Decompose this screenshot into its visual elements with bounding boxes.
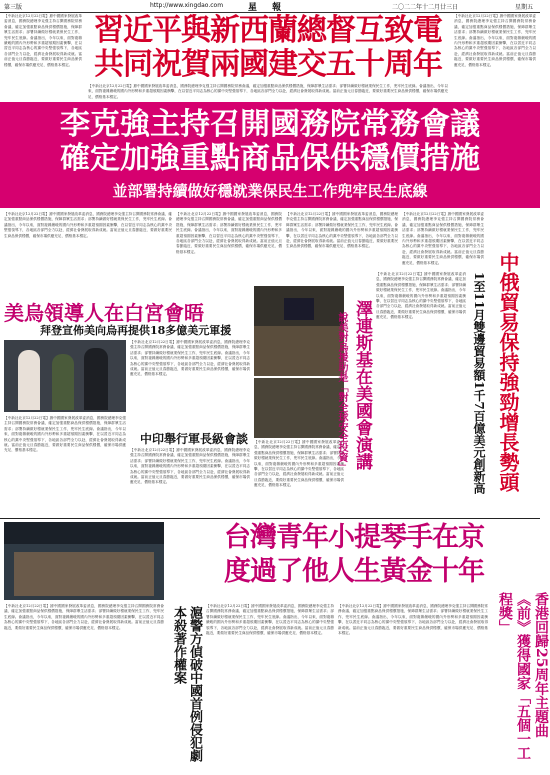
violinist-photo (4, 522, 164, 600)
taiwan-headline-2: 度過了他人生黃金十年 (224, 556, 484, 587)
china-india-headline: 中印舉行軍長級會談 (140, 432, 249, 446)
lead-text-col-4: 【中新社北京12月22日電】據中國國家發展改革委消息，國務院總理李克強主持召開國務院常務會議，確定加強重點商品保供穩價措施，保障群眾生活需求；部署持續做好穩就業保民生工作，兜牢民生底線。會議指出，今年以來，面對複雜嚴峻的國內外形勢和多重超預期因素衝擊，在以習近平同志為核心的黨中央堅強領導下，各地區各部門全力以赴，經濟社會發展取得新成就。當前正值元旦春節臨近，要做好重要民生商品保供穩價，確保市場供應充足、價格基本穩定。 (402, 212, 484, 265)
white-house-photo (4, 340, 126, 412)
police-text: 【中新社北京12月22日電】據中國國家發展改革委消息，國務院總理李克強主持召開國務院常務會議，確定加強重點商品保供穩價措施，保障群眾生活需求；部署持續做好穩就業保民生工作，兜牢民生底線。會議指出，今年以來，面對複雜嚴峻的國內外形勢和多重超預期因素衝擊，在以習近平同志為核心的黨中央堅強領導下，各地區各部門全力以赴，經濟社會發展取得新成就。當前正值元旦春節臨近，要做好重要民生商品保供穩價，確保市場供應充足、價格基本穩定。 (206, 604, 334, 636)
top-story-text: 【中新社北京12月22日電】據中國國家發展改革委消息，國務院總理李克強主持召開國務院常務會議，確定加強重點商品保供穩價措施，保障群眾生活需求；部署持續做好穩就業保民生工作，兜牢民生底線。會議指出，今年以來，面對複雜嚴峻的國內外形勢和多重超預期因素衝擊，在以習近平同志為核心的黨中央堅強領導下，各地區各部門全力以赴，經濟社會發展取得新成就。當前正值元旦春節臨近，要做好重要民生商品保供穩價，確保市場供應充足、價格基本穩定。 (88, 84, 448, 99)
congress-photo (254, 286, 344, 376)
page-header (0, 0, 540, 13)
lead-story-banner (0, 102, 540, 208)
us-ukraine-text-right: 【中新社北京12月22日電】據中國國家發展改革委消息，國務院總理李克強主持召開國務院常務會議，確定加強重點商品保供穩價措施，保障群眾生活需求；部署持續做好穩就業保民生工作，兜牢民生底線。會議指出，今年以來，面對複雜嚴峻的國內外形勢和多重超預期因素衝擊，在以習近平同志為核心的黨中央堅強領導下，各地區各部門全力以赴，經濟社會發展取得新成就。當前正值元旦春節臨近，要做好重要民生商品保供穩價，確保市場供應充足、價格基本穩定。 (130, 340, 250, 377)
masthead: 星 報 (248, 3, 288, 13)
china-russia-subhead: 1至11月雙邊貿易額1千7百億美元創新高 (472, 272, 486, 494)
congress-audience-photo (254, 378, 344, 438)
lead-headline-1: 李克強主持召開國務院常務會議 (60, 107, 480, 142)
police-headline: 滬警方偵破中國首例侵犯劇本殺著作權案 (171, 606, 202, 762)
us-ukraine-headline: 美烏領導人在白宮會晤 (4, 301, 204, 325)
page-number: 第三版 (4, 4, 23, 11)
china-russia-headline: 中俄貿易保持強勁增長勢頭 (496, 252, 520, 492)
taiwan-headline-1: 台灣青年小提琴手在京 (224, 522, 484, 553)
zelensky-text: 【中新社北京12月22日電】據中國國家發展改革委消息，國務院總理李克強主持召開國務院常務會議，確定加強重點商品保供穩價措施，保障群眾生活需求；部署持續做好穩就業保民生工作，兜牢民生底線。會議指出，今年以來，面對複雜嚴峻的國內外形勢和多重超預期因素衝擊，在以習近平同志為核心的黨中央堅強領導下，各地區各部門全力以赴，經濟社會發展取得新成就。當前正值元旦春節臨近，要做好重要民生商品保供穩價，確保市場供應充足、價格基本穩定。 (254, 440, 344, 488)
top-headline-1: 習近平與新西蘭總督互致電 (94, 13, 442, 48)
top-left-column: 【中新社北京12月22日電】據中國國家發展改革委消息，國務院總理李克強主持召開國務院常務會議，確定加強重點商品保供穩價措施，保障群眾生活需求；部署持續做好穩就業保民生工作，兜牢民生底線。會議指出，今年以來，面對複雜嚴峻的國內外形勢和多重超預期因素衝擊，在以習近平同志為核心的黨中央堅強領導下，各地區各部門全力以赴，經濟社會發展取得新成就。當前正值元旦春節臨近，要做好重要民生商品保供穩價，確保市場供應充足、價格基本穩定。 (4, 14, 82, 67)
us-ukraine-subhead: 拜登宣佈美向烏再提供18多億美元軍援 (40, 324, 232, 337)
hk-headline: 香港回歸25周年主題曲《前》獲得國家「五個一工程獎」 (497, 592, 549, 760)
us-ukraine-text-left: 【中新社北京12月22日電】據中國國家發展改革委消息，國務院總理李克強主持召開國務院常務會議，確定加強重點商品保供穩價措施，保障群眾生活需求；部署持續做好穩就業保民生工作，兜牢民生底線。會議指出，今年以來，面對複雜嚴峻的國內外形勢和多重超預期因素衝擊，在以習近平同志為核心的黨中央堅強領導下，各地區各部門全力以赴，經濟社會發展取得新成就。當前正值元旦春節臨近，要做好重要民生商品保供穩價，確保市場供應充足、價格基本穩定。 (4, 416, 126, 453)
lead-text-col-2: 【中新社北京12月22日電】據中國國家發展改革委消息，國務院總理李克強主持召開國務院常務會議，確定加強重點商品保供穩價措施，保障群眾生活需求；部署持續做好穩就業保民生工作，兜牢民生底線。會議指出，今年以來，面對複雜嚴峻的國內外形勢和多重超預期因素衝擊，在以習近平同志為核心的黨中央堅強領導下，各地區各部門全力以赴，經濟社會發展取得新成就。當前正值元旦春節臨近，要做好重要民生商品保供穩價，確保市場供應充足、價格基本穩定。 (176, 212, 282, 254)
china-india-text: 【中新社北京12月22日電】據中國國家發展改革委消息，國務院總理李克強主持召開國務院常務會議，確定加強重點商品保供穩價措施，保障群眾生活需求；部署持續做好穩就業保民生工作，兜牢民生底線。會議指出，今年以來，面對複雜嚴峻的國內外形勢和多重超預期因素衝擊，在以習近平同志為核心的黨中央堅強領導下，各地區各部門全力以赴，經濟社會發展取得新成就。當前正值元旦春節臨近，要做好重要民生商品保供穩價，確保市場供應充足、價格基本穩定。 (130, 448, 250, 485)
issue-date: 二〇二二年十二月廿三日 (392, 4, 459, 11)
issue-weekday: 星期五 (515, 4, 534, 11)
taiwan-text-col-1: 【中新社北京12月22日電】據中國國家發展改革委消息，國務院總理李克強主持召開國務院常務會議，確定加強重點商品保供穩價措施，保障群眾生活需求；部署持續做好穩就業保民生工作，兜牢民生底線。會議指出，今年以來，面對複雜嚴峻的國內外形勢和多重超預期因素衝擊，在以習近平同志為核心的黨中央堅強領導下，各地區各部門全力以赴，經濟社會發展取得新成就。當前正值元旦春節臨近，要做好重要民生商品保供穩價，確保市場供應充足、價格基本穩定。 (4, 604, 164, 630)
lead-subhead: 並部署持續做好穩就業保民生工作兜牢民生底線 (112, 182, 428, 200)
section-divider (0, 518, 540, 519)
top-right-column: 【中新社北京12月22日電】據中國國家發展改革委消息，國務院總理李克強主持召開國務院常務會議，確定加強重點商品保供穩價措施，保障群眾生活需求；部署持續做好穩就業保民生工作，兜牢民生底線。會議指出，今年以來，面對複雜嚴峻的國內外形勢和多重超預期因素衝擊，在以習近平同志為核心的黨中央堅強領導下，各地區各部門全力以赴，經濟社會發展取得新成就。當前正值元旦春節臨近，要做好重要民生商品保供穩價，確保市場供應充足、價格基本穩定。 (454, 14, 536, 67)
china-russia-text: 【中新社北京12月22日電】據中國國家發展改革委消息，國務院總理李克強主持召開國務院常務會議，確定加強重點商品保供穩價措施，保障群眾生活需求；部署持續做好穩就業保民生工作，兜牢民生底線。會議指出，今年以來，面對複雜嚴峻的國內外形勢和多重超預期因素衝擊，在以習近平同志為核心的黨中央堅強領導下，各地區各部門全力以赴，經濟社會發展取得新成就。當前正值元旦春節臨近，要做好重要民生商品保供穩價，確保市場供應充足、價格基本穩定。 (376, 272, 466, 320)
site-url: http://www.xingdao.com (150, 2, 224, 9)
top-headline-2: 共同祝賀兩國建交五十周年 (94, 47, 442, 82)
zelensky-headline: 澤連斯基在美國會演講 (352, 300, 372, 470)
zelensky-subhead: 說美對烏援助是「對全球安全投資」 (336, 312, 347, 472)
lead-text-col-1: 【中新社北京12月22日電】據中國國家發展改革委消息，國務院總理李克強主持召開國務院常務會議，確定加強重點商品保供穩價措施，保障群眾生活需求；部署持續做好穩就業保民生工作，兜牢民生底線。會議指出，今年以來，面對複雜嚴峻的國內外形勢和多重超預期因素衝擊，在以習近平同志為核心的黨中央堅強領導下，各地區各部門全力以赴，經濟社會發展取得新成就。當前正值元旦春節臨近，要做好重要民生商品保供穩價，確保市場供應充足、價格基本穩定。 (4, 212, 172, 238)
taiwan-text-col-2: 【中新社北京12月22日電】據中國國家發展改革委消息，國務院總理李克強主持召開國務院常務會議，確定加強重點商品保供穩價措施，保障群眾生活需求；部署持續做好穩就業保民生工作，兜牢民生底線。會議指出，今年以來，面對複雜嚴峻的國內外形勢和多重超預期因素衝擊，在以習近平同志為核心的黨中央堅強領導下，各地區各部門全力以赴，經濟社會發展取得新成就。當前正值元旦春節臨近，要做好重要民生商品保供穩價，確保市場供應充足、價格基本穩定。 (338, 604, 488, 636)
lead-headline-2: 確定加強重點商品保供穩價措施 (60, 141, 480, 176)
lead-text-col-3: 【中新社北京12月22日電】據中國國家發展改革委消息，國務院總理李克強主持召開國務院常務會議，確定加強重點商品保供穩價措施，保障群眾生活需求；部署持續做好穩就業保民生工作，兜牢民生底線。會議指出，今年以來，面對複雜嚴峻的國內外形勢和多重超預期因素衝擊，在以習近平同志為核心的黨中央堅強領導下，各地區各部門全力以赴，經濟社會發展取得新成就。當前正值元旦春節臨近，要做好重要民生商品保供穩價，確保市場供應充足、價格基本穩定。 (286, 212, 398, 249)
